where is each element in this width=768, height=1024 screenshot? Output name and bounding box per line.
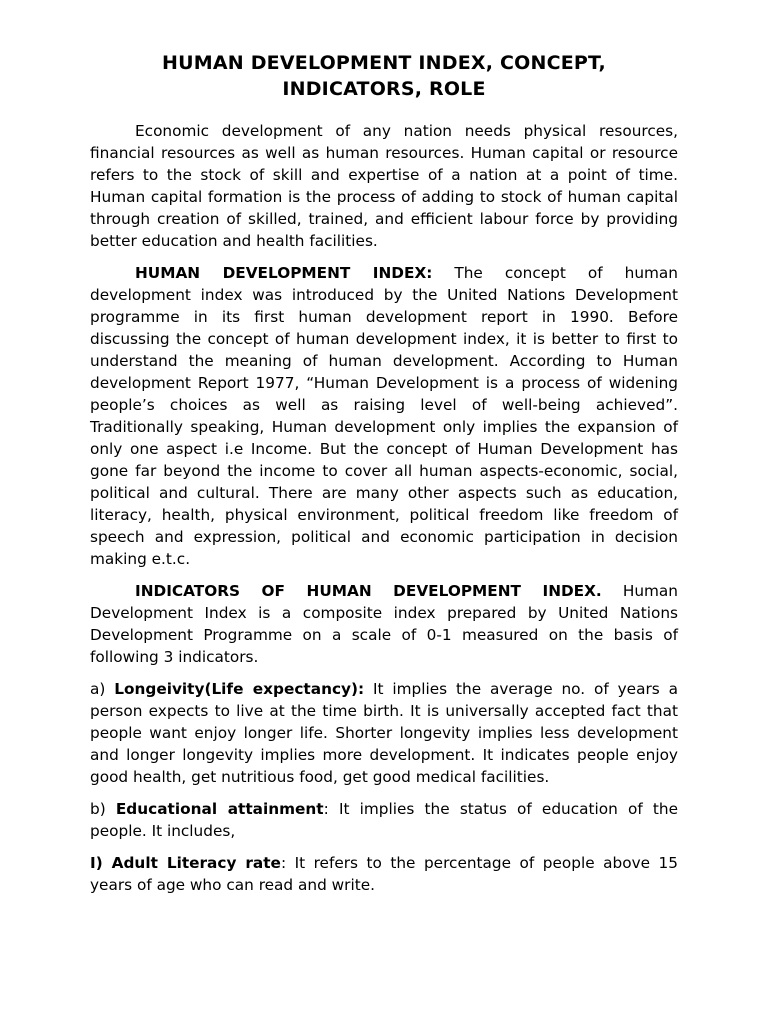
indicators-paragraph <box>90 580 678 668</box>
document-title <box>90 50 678 102</box>
hdi-paragraph <box>90 262 678 570</box>
intro-paragraph: Economic development of any nation needs physical resources, financial resources as well as human resources. Human capital or resource refers to the stock of skill and expertise of a nation at a point of time. Human capital formation is the process of adding to stock of human capital through creation of skilled, trained, and efficient labour force by providing better education and health facilities. <box>90 122 678 250</box>
longevity-prefix: a) <box>90 680 115 698</box>
longevity-text: It implies the average no. of years a person expects to live at the time birth. It is universally accepted fact that people want enjoy longer life. Shorter longevity implies less development and longer longevity implies more development. It indicates people enjoy good health, get nutritious food, get good medical facilities. <box>90 680 678 786</box>
longevity-heading: Longeivity(Life expectancy): <box>114 680 365 698</box>
title-line-2: INDICATORS, ROLE <box>282 78 486 100</box>
literacy-heading: I) Adult Literacy rate <box>90 854 281 872</box>
education-paragraph <box>90 798 678 842</box>
education-prefix: b) <box>90 800 116 818</box>
hdi-text: The concept of human development index was introduced by the United Nations Development programme in its first human development report in 1990. Before discussing the concept of human development index, it is better to first to understand the meaning of human development. According to Human development Report 1977, “Human Development is a process of widening people’s choices as well as raising level of well-being achieved”. Traditionally speaking, Human development only implies the expansion of only one aspect i.e Income. But the concept of Human Development has gone far beyond the income to cover all human aspects-economic, social, political and cultural. There are many other aspects such as education, literacy, health, physical environment, political freedom like freedom of speech and expression, political and economic participation in decision making e.t.c. <box>90 264 678 568</box>
longevity-paragraph <box>90 678 678 788</box>
literacy-text: : It refers to the percentage of people above 15 years of age who can read and write. <box>90 854 678 894</box>
hdi-heading: HUMAN DEVELOPMENT INDEX: <box>135 264 433 282</box>
education-text: : It implies the status of education of the people. It includes, <box>90 800 679 840</box>
literacy-paragraph <box>90 852 678 896</box>
education-heading: Educational attainment <box>115 800 324 818</box>
document-body <box>90 120 678 906</box>
indicators-text: Human Development Index is a composite index prepared by United Nations Development Programme on a scale of 0-1 measured on the basis of following 3 indicators. <box>90 582 679 666</box>
title-line-1: HUMAN DEVELOPMENT INDEX, CONCEPT, <box>162 52 606 74</box>
indicators-heading: INDICATORS OF HUMAN DEVELOPMENT INDEX. <box>135 582 602 600</box>
